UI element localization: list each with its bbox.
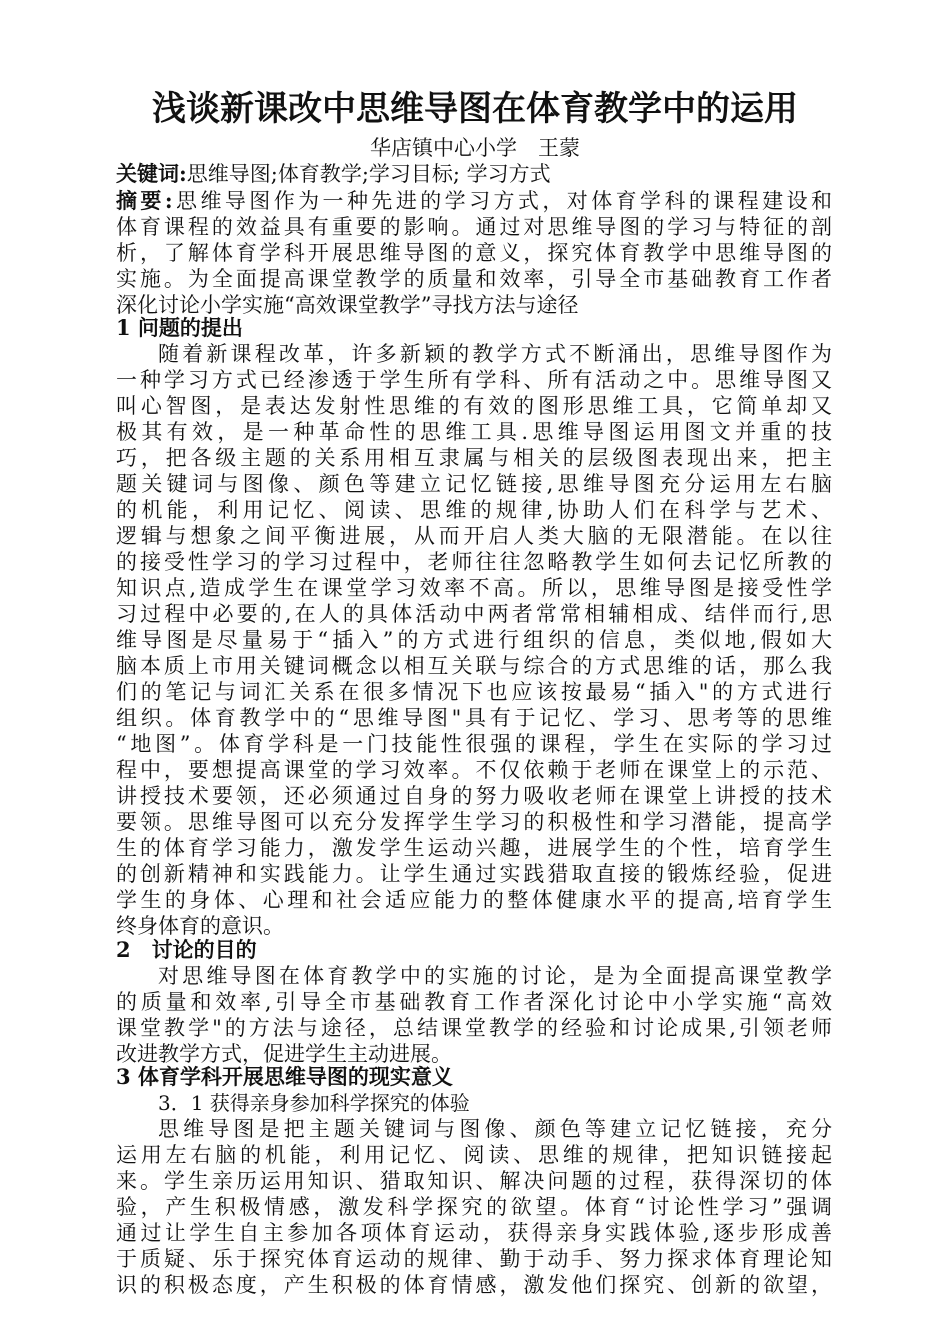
- paragraph-line: 叫心智图，是表达发射性思维的有效的图形思维工具，它简单却又: [116, 394, 832, 418]
- author-byline: 华店镇中心小学 王蒙: [370, 136, 580, 160]
- paragraph-line: 改进教学方式，促进学生主动进展。: [116, 1042, 452, 1066]
- paragraph-line: 来。学生亲历运用知识、猎取知识、解决问题的过程，获得深切的体: [116, 1169, 832, 1193]
- paragraph-line: 巧，把各级主题的关系用相互隶属与相关的层级图表现出来，把主: [116, 446, 832, 470]
- abstract-line: 析，了解体育学科开展思维导图的意义，探究体育教学中思维导图的: [116, 241, 832, 265]
- paragraph-line: 验，产生积极情感，激发科学探究的欲望。体育“讨论性学习”强调: [116, 1195, 832, 1219]
- paragraph-line: 讲授技术要领，还必须通过自身的努力吸收老师在课堂上讲授的技术: [116, 784, 832, 808]
- paragraph-line: 思维导图是把主题关键词与图像、颜色等建立记忆链接，充分: [158, 1117, 832, 1141]
- section-heading: 2 讨论的目的: [116, 937, 257, 962]
- paragraph-line: 学生的身体、心理和社会适应能力的整体健康水平的提高,培育学生: [116, 888, 832, 912]
- section-heading: 1 问题的提出: [116, 315, 243, 340]
- paragraph-line: 运用左右脑的机能，利用记忆、阅读、思维的规律，把知识链接起: [116, 1143, 832, 1167]
- paragraph-line: 习过程中必要的,在人的具体活动中两者常常相辅相成、结伴而行,思: [116, 602, 832, 626]
- paragraph-line: 要领。思维导图可以充分发挥学生学习的积极性和学习潜能，提高学: [116, 810, 832, 834]
- paragraph-line: 维导图是尽量易于“插入”的方式进行组织的信息，类似地,假如大: [116, 628, 832, 652]
- abstract-line: 深化讨论小学实施“高效课堂教学”寻找方法与途径: [116, 293, 579, 317]
- paragraph-line: 知识点,造成学生在课堂学习效率不高。所以，思维导图是接受性学: [116, 576, 832, 600]
- paragraph-line: 极其有效，是一种革命性的思维工具.思维导图运用图文并重的技: [116, 420, 832, 444]
- section-heading: 3 体育学科开展思维导图的现实意义: [116, 1064, 453, 1089]
- keywords-line: [116, 160, 832, 188]
- paragraph-line: 识的积极态度，产生积极的体育情感，激发他们探究、创新的欲望，: [116, 1273, 832, 1297]
- paragraph-line: “地图”。体育学科是一门技能性很强的课程，学生在实际的学习过: [116, 732, 832, 756]
- paragraph-line: 生的体育学习能力，激发学生运动兴趣，进展学生的个性，培育学生: [116, 836, 832, 860]
- paragraph-line: 程中，要想提高课堂的学习效率。不仅依赖于老师在课堂上的示范、: [116, 758, 832, 782]
- subsection-heading: 3．1 获得亲身参加科学探究的体验: [158, 1091, 470, 1115]
- paragraph-line: 的接受性学习的学习过程中，老师往往忽略教学生如何去记忆所教的: [116, 550, 832, 574]
- paragraph-line: 终身体育的意识。: [116, 914, 284, 938]
- paragraph-line: 于质疑、乐于探究体育运动的规律、勤于动手、努力探求体育理论知: [116, 1247, 832, 1271]
- paragraph-line: 一种学习方式已经渗透于学生所有学科、所有活动之中。思维导图又: [116, 368, 832, 392]
- abstract-line: 实施。为全面提高课堂教学的质量和效率，引导全市基础教育工作者: [116, 267, 832, 291]
- paragraph-line: 脑本质上市用关键词概念以相互关联与综合的方式思维的话，那么我: [116, 654, 832, 678]
- paragraph-line: 通过让学生自主参加各项体育运动，获得亲身实践体验,逐步形成善: [116, 1221, 832, 1245]
- abstract-label: 摘要:: [116, 188, 173, 213]
- abstract-text: 思维导图作为一种先进的学习方式，对体育学科的课程建设和: [172, 189, 832, 213]
- keywords-label: 关键词:: [116, 161, 187, 186]
- paragraph-line: 课堂教学"的方法与途径，总结课堂教学的经验和讨论成果,引领老师: [116, 1016, 832, 1040]
- paragraph-line: 组织。体育教学中的“思维导图"具有于记忆、学习、思考等的思维: [116, 706, 832, 730]
- paragraph-line: 逻辑与想象之间平衡进展，从而开启人类大脑的无限潜能。在以往: [116, 524, 832, 548]
- paragraph-line: 的质量和效率,引导全市基础教育工作者深化讨论中小学实施“高效: [116, 990, 832, 1014]
- document-title: 浅谈新课改中思维导图在体育教学中的运用: [152, 89, 798, 129]
- paragraph-line: 的机能，利用记忆、阅读、思维的规律,协助人们在科学与艺术、: [116, 498, 832, 522]
- paragraph-line: 的创新精神和实践能力。让学生通过实践猎取直接的锻炼经验，促进: [116, 862, 832, 886]
- paragraph-line: 对思维导图在体育教学中的实施的讨论，是为全面提高课堂教学: [158, 964, 832, 988]
- abstract-line: [116, 187, 832, 215]
- paragraph-line: 题关键词与图像、颜色等建立记忆链接,思维导图充分运用左右脑: [116, 472, 832, 496]
- paragraph-line: 们的笔记与词汇关系在很多情况下也应该按最易“插入"的方式进行: [116, 680, 832, 704]
- abstract-line: 体育课程的效益具有重要的影响。通过对思维导图的学习与特征的剖: [116, 215, 832, 239]
- keywords-text: 思维导图;体育教学;学习目标; 学习方式: [186, 162, 551, 186]
- paragraph-line: 随着新课程改革，许多新颖的教学方式不断涌出，思维导图作为: [158, 342, 832, 366]
